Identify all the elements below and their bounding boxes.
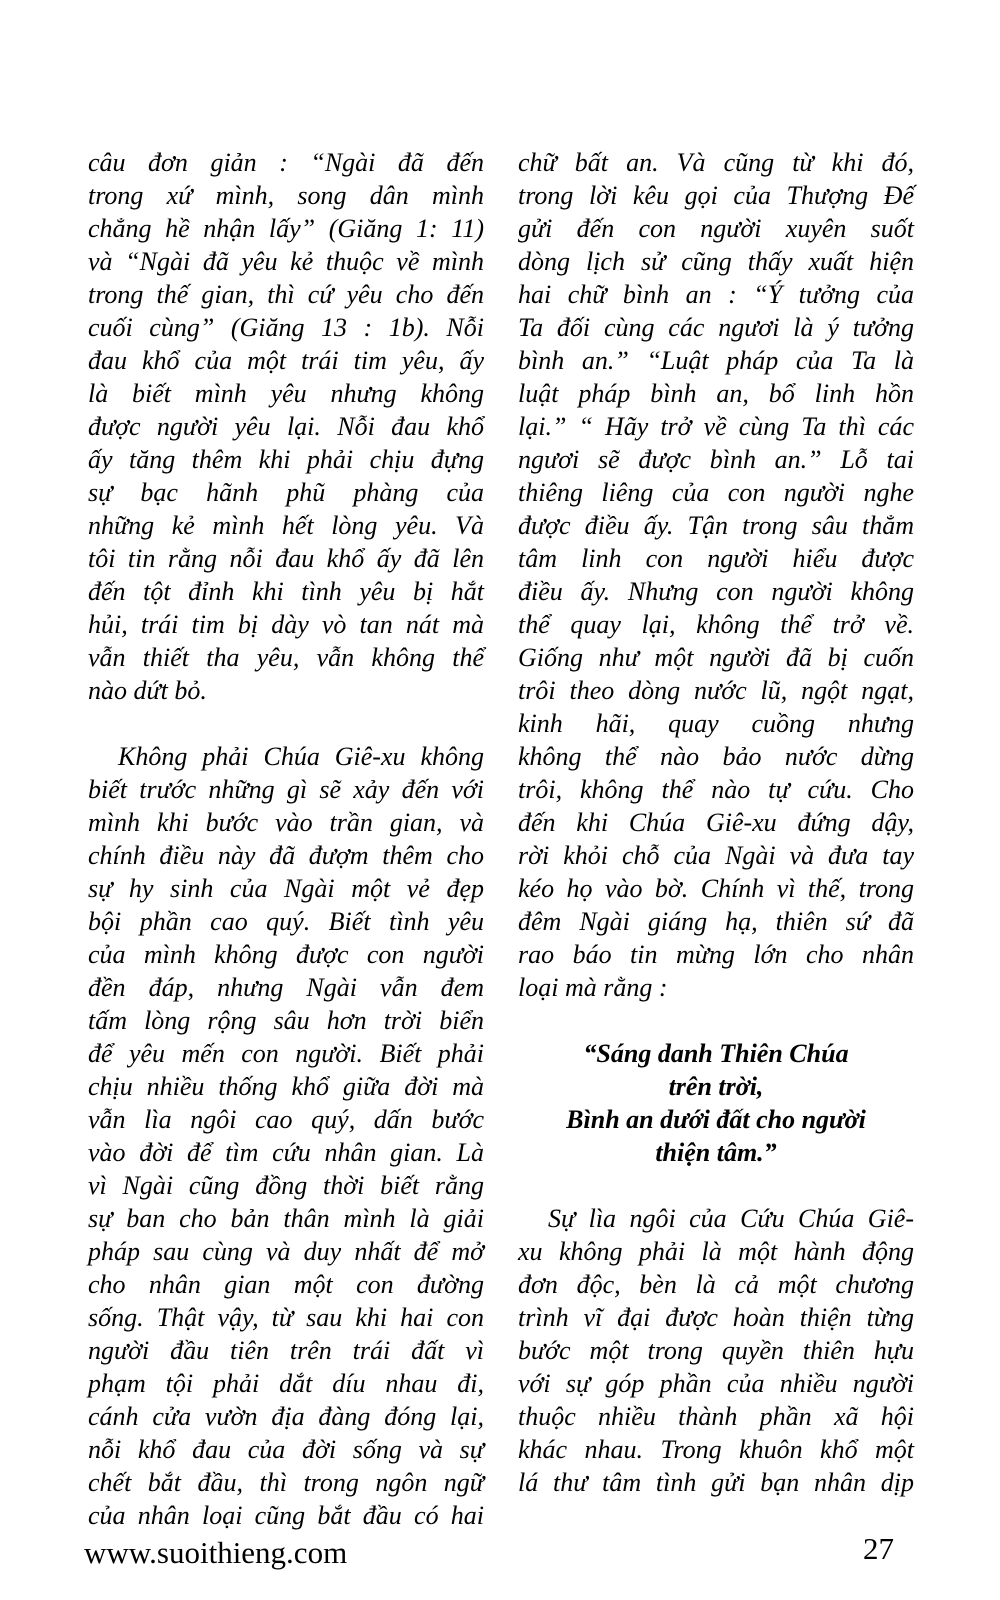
text-line: vào đời để tìm cứu nhân gian. Là bbox=[88, 1138, 484, 1167]
text-line: xu không phải là một hành động bbox=[518, 1237, 914, 1266]
text-line: bội phần cao quý. Biết tình yêu bbox=[88, 907, 484, 936]
text-line: rao báo tin mừng lớn cho nhân bbox=[518, 940, 914, 969]
quote-line: “Sáng danh Thiên Chúa bbox=[583, 1039, 849, 1068]
text-line: Không phải Chúa Giê-xu không bbox=[118, 742, 484, 771]
text-line: thuộc nhiều thành phần xã hội bbox=[518, 1402, 914, 1431]
text-line: cho nhân gian một con đường bbox=[88, 1270, 484, 1299]
text-line: gửi đến con người xuyên suốt bbox=[518, 214, 914, 243]
text-line: cuối cùng” (Giăng 13 : 1b). Nỗi bbox=[88, 313, 484, 342]
text-line: vì Ngài cũng đồng thời biết rằng bbox=[88, 1171, 484, 1200]
text-line: tâm linh con người hiểu được bbox=[518, 544, 914, 573]
text-line: ấy tăng thêm khi phải chịu đựng bbox=[88, 445, 484, 474]
text-line: và “Ngài đã yêu kẻ thuộc về mình bbox=[88, 247, 484, 276]
text-line: khác nhau. Trong khuôn khổ một bbox=[518, 1435, 914, 1464]
text-line: bình an.” “Luật pháp của Ta là bbox=[518, 346, 914, 375]
text-line: đến tột đỉnh khi tình yêu bị hắt bbox=[88, 577, 484, 606]
text-line: kéo họ vào bờ. Chính vì thế, trong bbox=[518, 874, 914, 903]
text-line: hai chữ bình an : “Ý tưởng của bbox=[518, 280, 914, 309]
text-line: trôi, không thể nào tự cứu. Cho bbox=[518, 775, 914, 804]
quote-line: trên trời, bbox=[668, 1072, 764, 1101]
text-line: lá thư tâm tình gửi bạn nhân dịp bbox=[518, 1468, 914, 1497]
text-line: trôi theo dòng nước lũ, ngột ngạt, bbox=[518, 676, 914, 705]
text-line: với sự góp phần của nhiều người bbox=[518, 1369, 914, 1398]
text-line: ngươi sẽ được bình an.” Lỗ tai bbox=[518, 445, 914, 474]
text-line: lại.” “ Hãy trở về cùng Ta thì các bbox=[518, 412, 914, 441]
text-line: để yêu mến con người. Biết phải bbox=[88, 1039, 484, 1068]
text-line: hủi, trái tim bị dày vò tan nát mà bbox=[88, 610, 484, 639]
text-line: nỗi khổ đau của đời sống và sự bbox=[88, 1435, 484, 1464]
text-line: chịu nhiều thống khổ giữa đời mà bbox=[88, 1072, 484, 1101]
right-text-column bbox=[518, 146, 914, 1499]
text-line: sống. Thật vậy, từ sau khi hai con bbox=[88, 1303, 484, 1332]
text-line: phạm tội phải dắt díu nhau đi, bbox=[88, 1369, 484, 1398]
left-text-column bbox=[88, 146, 484, 1532]
text-line: cánh cửa vườn địa đàng đóng lại, bbox=[88, 1402, 484, 1431]
quote-line: thiện tâm.” bbox=[655, 1138, 777, 1167]
text-line: Ta đối cùng các ngươi là ý tưởng bbox=[518, 313, 914, 342]
page-number: 27 bbox=[863, 1531, 894, 1566]
text-line: trình vĩ đại được hoàn thiện từng bbox=[518, 1303, 914, 1332]
text-line: đau khổ của một trái tim yêu, ấy bbox=[88, 346, 484, 375]
text-line: những kẻ mình hết lòng yêu. Và bbox=[88, 511, 484, 540]
text-line: vẫn lìa ngôi cao quý, dấn bước bbox=[88, 1105, 484, 1134]
text-line bbox=[518, 1004, 914, 1037]
text-line: trong xứ mình, song dân mình bbox=[88, 181, 484, 210]
text-line: sự bạc hãnh phũ phàng của bbox=[88, 478, 484, 507]
text-line: điều ấy. Nhưng con người không bbox=[518, 577, 914, 606]
text-line: pháp sau cùng và duy nhất để mở bbox=[88, 1237, 484, 1266]
text-line: là biết mình yêu nhưng không bbox=[88, 379, 484, 408]
text-line: luật pháp bình an, bổ linh hồn bbox=[518, 379, 914, 408]
text-line: chẳng hề nhận lấy” (Giăng 1: 11) bbox=[88, 214, 484, 243]
text-line: sự hy sinh của Ngài một vẻ đẹp bbox=[88, 874, 484, 903]
text-line bbox=[88, 707, 484, 740]
text-line: của mình không được con người bbox=[88, 940, 484, 969]
text-line: bước một trong quyền thiên hựu bbox=[518, 1336, 914, 1365]
text-line: chính điều này đã đượm thêm cho bbox=[88, 841, 484, 870]
text-line: vẫn thiết tha yêu, vẫn không thể bbox=[88, 643, 484, 672]
text-line: được điều ấy. Tận trong sâu thẳm bbox=[518, 511, 914, 540]
text-line: Giống như một người đã bị cuốn bbox=[518, 643, 914, 672]
footer-website: www.suoithieng.com bbox=[84, 1535, 348, 1570]
text-line: chữ bất an. Và cũng từ khi đó, bbox=[518, 148, 914, 177]
quote-line: Bình an dưới đất cho người bbox=[566, 1105, 866, 1134]
text-line: trong thế gian, thì cứ yêu cho đến bbox=[88, 280, 484, 309]
text-line: đơn độc, bèn là cả một chương bbox=[518, 1270, 914, 1299]
text-line: rời khỏi chỗ của Ngài và đưa tay bbox=[518, 841, 914, 870]
text-line: Sự lìa ngôi của Cứu Chúa Giê- bbox=[548, 1204, 914, 1233]
text-line: câu đơn giản : “Ngài đã đến bbox=[88, 148, 484, 177]
text-line: thiêng liêng của con người nghe bbox=[518, 478, 914, 507]
text-line: dòng lịch sử cũng thấy xuất hiện bbox=[518, 247, 914, 276]
text-line: người đầu tiên trên trái đất vì bbox=[88, 1336, 484, 1365]
text-line: sự ban cho bản thân mình là giải bbox=[88, 1204, 484, 1233]
text-line: được người yêu lại. Nỗi đau khổ bbox=[88, 412, 484, 441]
text-line: đến khi Chúa Giê-xu đứng dậy, bbox=[518, 808, 914, 837]
text-line: của nhân loại cũng bắt đầu có hai bbox=[88, 1501, 484, 1530]
text-line: tôi tin rằng nỗi đau khổ ấy đã lên bbox=[88, 544, 484, 573]
text-line: chết bắt đầu, thì trong ngôn ngữ bbox=[88, 1468, 484, 1497]
text-line: biết trước những gì sẽ xảy đến với bbox=[88, 775, 484, 804]
text-line bbox=[518, 1169, 914, 1202]
text-line: loại mà rằng : bbox=[518, 973, 668, 1002]
text-line: kinh hãi, quay cuồng nhưng bbox=[518, 709, 914, 738]
text-line: trong lời kêu gọi của Thượng Đế bbox=[518, 181, 914, 210]
text-line: đền đáp, nhưng Ngài vẫn đem bbox=[88, 973, 484, 1002]
text-line: tấm lòng rộng sâu hơn trời biển bbox=[88, 1006, 484, 1035]
text-line: không thể nào bảo nước dừng bbox=[518, 742, 914, 771]
text-line: mình khi bước vào trần gian, và bbox=[88, 808, 484, 837]
text-line: thể quay lại, không thể trở về. bbox=[518, 610, 914, 639]
text-line: nào dứt bỏ. bbox=[88, 676, 207, 705]
text-line: đêm Ngài giáng hạ, thiên sứ đã bbox=[518, 907, 914, 936]
